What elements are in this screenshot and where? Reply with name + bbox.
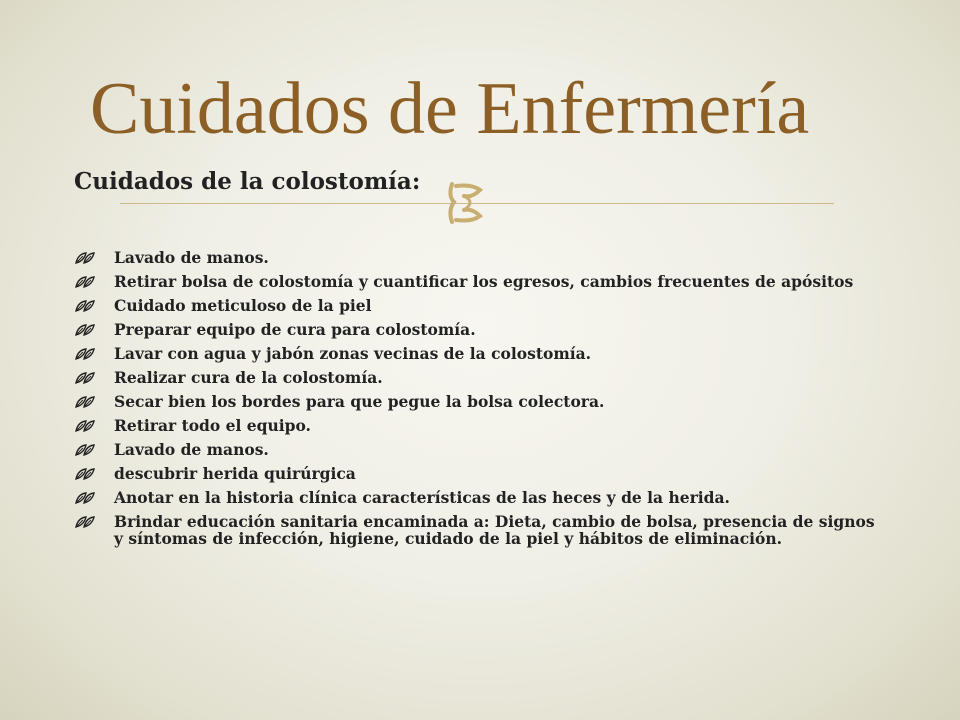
- list-item: [74, 489, 884, 506]
- bullet-text: Realizar cura de la colostomía.: [114, 368, 383, 387]
- list-item: [74, 369, 884, 386]
- twin-leaf-bullet-icon: [74, 275, 98, 289]
- list-item: [74, 513, 884, 547]
- list-item: [74, 249, 884, 266]
- bullet-text: Brindar educación sanitaria encaminada a: Dieta, cambio de bolsa, presencia de signos y síntomas de infección, higiene, cuidado de la piel y hábitos de eliminación.: [114, 512, 875, 548]
- fleur-ornament-icon: [442, 180, 490, 226]
- bullet-text: Anotar en la historia clínica características de las heces y de la herida.: [114, 488, 730, 507]
- list-item: [74, 297, 884, 314]
- twin-leaf-bullet-icon: [74, 467, 98, 481]
- bullet-text: Secar bien los bordes para que pegue la bolsa colectora.: [114, 392, 605, 411]
- bullet-text: descubrir herida quirúrgica: [114, 464, 356, 483]
- bullet-list: [74, 249, 884, 554]
- slide-subtitle: Cuidados de la colostomía:: [74, 168, 421, 195]
- list-item: [74, 441, 884, 458]
- bullet-text: Preparar equipo de cura para colostomía.: [114, 320, 476, 339]
- bullet-text: Cuidado meticuloso de la piel: [114, 296, 372, 315]
- list-item: [74, 273, 884, 290]
- twin-leaf-bullet-icon: [74, 491, 98, 505]
- bullet-text: Retirar todo el equipo.: [114, 416, 311, 435]
- twin-leaf-bullet-icon: [74, 419, 98, 433]
- bullet-text: Lavado de manos.: [114, 440, 269, 459]
- twin-leaf-bullet-icon: [74, 371, 98, 385]
- bullet-text: Retirar bolsa de colostomía y cuantificar los egresos, cambios frecuentes de apósitos: [114, 272, 854, 291]
- list-item: [74, 321, 884, 338]
- list-item: [74, 345, 884, 362]
- twin-leaf-bullet-icon: [74, 443, 98, 457]
- slide-title: Cuidados de Enfermería: [90, 68, 810, 150]
- twin-leaf-bullet-icon: [74, 347, 98, 361]
- list-item: [74, 417, 884, 434]
- list-item: [74, 393, 884, 410]
- list-item: [74, 465, 884, 482]
- twin-leaf-bullet-icon: [74, 515, 98, 529]
- twin-leaf-bullet-icon: [74, 251, 98, 265]
- twin-leaf-bullet-icon: [74, 395, 98, 409]
- bullet-text: Lavar con agua y jabón zonas vecinas de la colostomía.: [114, 344, 592, 363]
- twin-leaf-bullet-icon: [74, 299, 98, 313]
- twin-leaf-bullet-icon: [74, 323, 98, 337]
- bullet-text: Lavado de manos.: [114, 248, 269, 267]
